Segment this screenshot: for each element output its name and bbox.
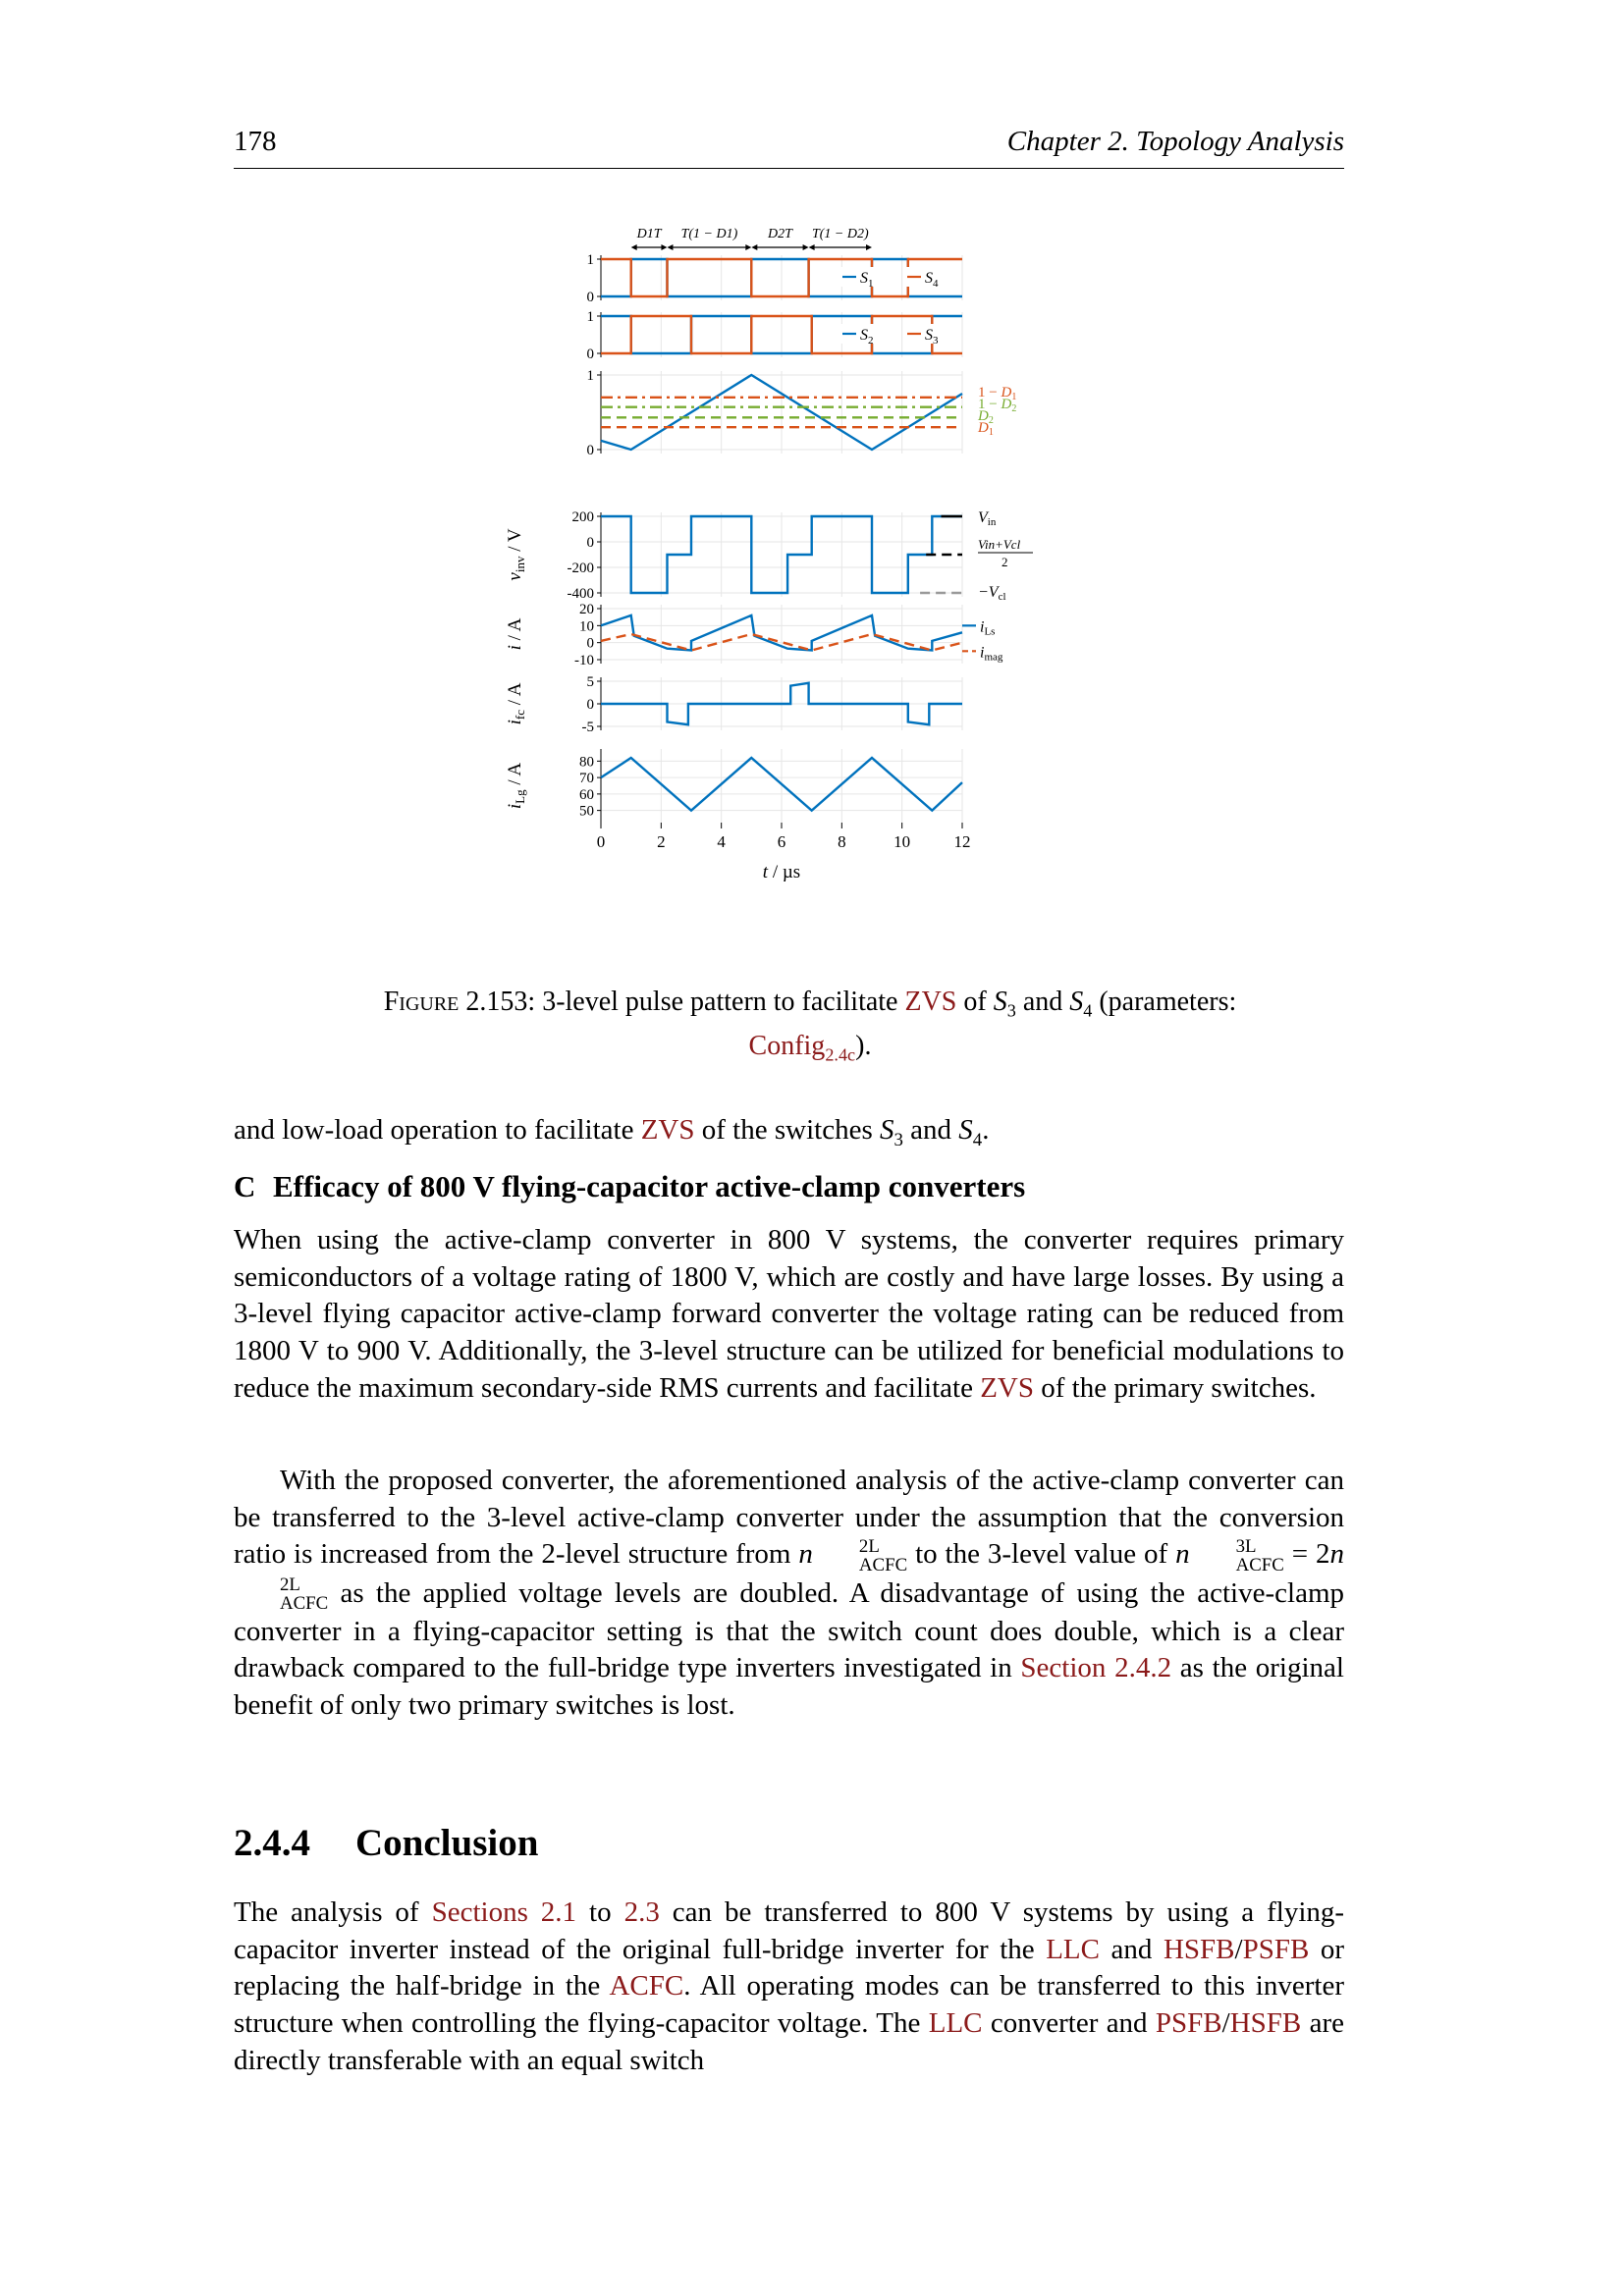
y-tick-label: 5 bbox=[586, 674, 594, 690]
x-tick-label: 2 bbox=[657, 832, 666, 851]
annotation-label: D2T bbox=[768, 227, 792, 241]
acronym-link-hsfb[interactable]: HSFB bbox=[1229, 2007, 1302, 2040]
legend-label: −Vcl bbox=[978, 584, 1006, 603]
figure-caption: Figure 2.153: 3-level pulse pattern to facilitate ZVS of $S_3$ and $S_4$ (parameters: Config$_{2.4c}$). bbox=[383, 987, 1237, 1065]
acronym-link-zvs[interactable]: ZVS bbox=[980, 1371, 1034, 1404]
y-tick-label: 1 bbox=[586, 309, 594, 325]
legend-label: iLs bbox=[980, 618, 996, 638]
section-heading: 2.4.4 Conclusion bbox=[234, 1822, 539, 1864]
x-tick-label: 6 bbox=[777, 832, 786, 851]
y-tick-label: -10 bbox=[574, 653, 594, 668]
caption-text: ). bbox=[855, 1030, 872, 1061]
caption-label: Figure 2.153: bbox=[383, 987, 536, 1017]
y-axis-label: i / A bbox=[505, 617, 525, 651]
caption-text: of bbox=[963, 987, 987, 1017]
legend-label: Vin+Vcl bbox=[978, 537, 1021, 552]
y-tick-label: 0 bbox=[586, 290, 594, 305]
y-tick-label: 0 bbox=[586, 443, 594, 458]
annotation-label: T(1 − D2) bbox=[811, 227, 869, 241]
paragraph-heading: C Efficacy of 800 V flying-capacitor active-clamp converters bbox=[234, 1169, 1026, 1203]
y-tick-label: 70 bbox=[579, 771, 594, 787]
y-tick-label: 20 bbox=[579, 602, 594, 617]
y-tick-label: 50 bbox=[579, 803, 594, 820]
paragraph-0: and low-load operation to facilitate ZVS of the switches $S_3$ and $S_4$. bbox=[234, 1114, 990, 1150]
acronym-link-psfb[interactable]: PSFB bbox=[1155, 2007, 1222, 2040]
legend-label: $S_4$ bbox=[925, 270, 939, 290]
acronym-link-psfb[interactable]: PSFB bbox=[1242, 1933, 1310, 1965]
acronym-link-zvs[interactable]: ZVS bbox=[640, 1114, 695, 1146]
y-tick-label: 10 bbox=[579, 618, 594, 635]
legend-label: $S_2$ bbox=[860, 327, 874, 347]
annotation-label: T(1 − D1) bbox=[680, 227, 738, 241]
config-link[interactable]: Config$_{2.4c}$ bbox=[748, 1030, 856, 1065]
y-tick-label: 1 bbox=[586, 368, 594, 384]
section-link[interactable]: Sections 2.1 bbox=[431, 1896, 577, 1928]
acronym-link-llc[interactable]: LLC bbox=[1046, 1933, 1100, 1965]
x-tick-label: 12 bbox=[953, 832, 971, 851]
caption-text: 3-level pulse pattern to facilitate bbox=[542, 987, 898, 1017]
y-axis-label: $i_{Lg}$ / A bbox=[505, 762, 527, 810]
y-tick-label: 1 bbox=[586, 252, 594, 268]
x-tick-label: 0 bbox=[596, 832, 606, 851]
y-tick-label: 0 bbox=[586, 635, 594, 652]
legend-label: $1 - D_1$ bbox=[978, 385, 1017, 402]
section-link[interactable]: 2.3 bbox=[623, 1896, 660, 1928]
y-tick-label: 80 bbox=[579, 754, 594, 771]
legend-label: 2 bbox=[1001, 555, 1008, 569]
y-tick-label: -200 bbox=[567, 561, 594, 576]
legend-label: $S_1$ bbox=[860, 270, 874, 290]
y-axis-label: $i_{fc}$ / A bbox=[505, 682, 527, 725]
x-tick-label: 8 bbox=[838, 832, 846, 851]
legend-label: imag bbox=[980, 644, 1003, 664]
y-tick-label: -5 bbox=[581, 720, 594, 735]
legend-label: $D_2$ bbox=[978, 408, 994, 426]
caption-text: (parameters: bbox=[1099, 987, 1237, 1017]
x-axis-label: t / µs bbox=[762, 862, 801, 882]
legend-label: $D_1$ bbox=[978, 420, 994, 438]
y-tick-label: 0 bbox=[586, 535, 594, 551]
y-tick-label: -400 bbox=[567, 586, 594, 602]
y-tick-label: 60 bbox=[579, 786, 594, 803]
acronym-link-zvs[interactable]: ZVS bbox=[904, 987, 957, 1017]
paragraph-3: The analysis of Sections 2.1 to 2.3 can be transferred to 800 V systems by using a flying-capacitor inverter instead of the original full-bridge inverter for the LLC and HSFB/PSFB or replacing the half-bridge in the ACFC. All operating modes can be transferred to this inverter structure when controlling the flying-capacitor voltage. The LLC converter and PSFB/HSFB are directly transferable with an equal switch bbox=[234, 1896, 1345, 2076]
acronym-link-acfc[interactable]: ACFC bbox=[609, 1970, 684, 2002]
caption-text: and bbox=[1022, 987, 1063, 1017]
paragraph-1: When using the active-clamp converter in 800 V systems, the converter requires primary semiconductors of a voltage rating of 1800 V, which are costly and have large losses. By using a 3-level flying capacitor active-clamp forward converter the voltage rating can be reduced from 1800 V to 900 V. Additionally, the 3-level structure can be utilized for beneficial modulations to reduce the maximum secondary-side RMS currents and facilitate ZVS of the primary switches. bbox=[234, 1224, 1344, 1404]
acronym-link-hsfb[interactable]: HSFB bbox=[1163, 1933, 1235, 1965]
x-tick-label: 4 bbox=[717, 832, 726, 851]
header-rule bbox=[234, 168, 1344, 169]
running-header: Chapter 2. Topology Analysis bbox=[1006, 126, 1344, 157]
y-tick-label: 200 bbox=[571, 509, 594, 525]
section-link[interactable]: Section 2.4.2 bbox=[1020, 1652, 1172, 1684]
x-tick-label: 10 bbox=[893, 832, 911, 851]
y-axis-label: $v_{inv}$ / V bbox=[505, 528, 527, 581]
legend-label: Vin bbox=[978, 509, 997, 528]
legend-label: $1 - D_2$ bbox=[978, 397, 1017, 414]
legend-label: $S_3$ bbox=[925, 327, 939, 347]
annotation-label: D1T bbox=[636, 227, 662, 241]
paragraph-2: With the proposed converter, the aforementioned analysis of the active-clamp converter can be transferred to the 3-level active-clamp converter under the assumption that the conversion ratio is increased from the 2-level structure from n 2L ACFC to the 3-level value of n 3L ACFC = 2n 2L ACFC as the applied voltage levels are doubled. A disadvantage of using the active-clamp converter in a flying-capacitor setting is that the switch count does double, which is a clear drawback compared to the full-bridge type inverters investigated in Section 2.4.2 as the original benefit of only two primary switches is lost. bbox=[234, 1465, 1345, 1722]
figure-pulse-pattern bbox=[491, 218, 1080, 964]
page-number: 178 bbox=[234, 126, 277, 157]
y-tick-label: 0 bbox=[586, 347, 594, 362]
y-tick-label: 0 bbox=[586, 697, 594, 713]
acronym-link-llc[interactable]: LLC bbox=[928, 2007, 983, 2040]
